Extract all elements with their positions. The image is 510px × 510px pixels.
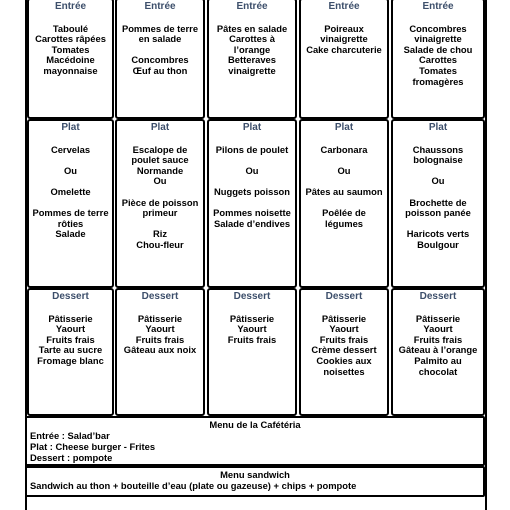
spacer (301, 13, 387, 24)
menu-item: Macédoine (46, 54, 95, 66)
menu-item: Ou (245, 164, 259, 176)
entree-header: Entrée (236, 1, 268, 12)
entree-items (393, 13, 483, 87)
dessert-cell (115, 288, 205, 416)
menu-item: Salade d’endives (213, 217, 291, 229)
menu-item: fromagères (412, 75, 464, 87)
dessert-header: Dessert (141, 291, 179, 302)
dessert-cell (207, 288, 297, 416)
menu-item: Nuggets poisson (213, 185, 291, 197)
menu-item: Boulgour (417, 238, 459, 250)
menu-item: Pâtisserie (229, 312, 275, 324)
menu-item: en salade (138, 33, 182, 45)
plat-items (301, 134, 387, 229)
menu-item: Taboulé (52, 22, 89, 34)
menu-item: Chaussons (412, 143, 464, 155)
plat-cell (391, 119, 485, 288)
plat-items (209, 134, 295, 229)
cafeteria-menu-box (25, 416, 485, 466)
spacer (393, 134, 483, 145)
menu-item: Pièce de poisson (121, 196, 199, 208)
menu-item: Pâtisserie (321, 312, 367, 324)
spacer (209, 134, 295, 145)
menu-item: Normande (136, 164, 184, 176)
sandwich-menu-line: Sandwich au thon + bouteille d’eau (plate ou gazeuse) + chips + pompote (30, 480, 357, 491)
dessert-items (301, 303, 387, 377)
spacer (117, 187, 203, 198)
menu-item: Palmito au (414, 354, 462, 366)
menu-item: bolognaise (413, 154, 463, 166)
spacer (301, 134, 387, 145)
menu-item: poisson panée (405, 207, 471, 219)
entree-cell (115, 0, 205, 119)
menu-item: Pâtisserie (415, 312, 461, 324)
menu-item: Tomates (419, 64, 457, 76)
dessert-items (209, 303, 295, 345)
menu-item: Pommes de terre (32, 207, 109, 219)
menu-item: Pommes de terre (121, 22, 199, 34)
menu-item: Concombres (131, 54, 189, 66)
menu-item: Yaourt (145, 323, 175, 335)
plat-cell (115, 119, 205, 288)
sandwich-menu-box (25, 466, 485, 497)
menu-item: Ou (337, 164, 351, 176)
spacer (393, 303, 483, 314)
menu-item: Pommes noisette (213, 207, 291, 219)
menu-item: vinaigrette (320, 33, 368, 45)
menu-item: Œuf au thon (132, 64, 188, 76)
menu-item: Poêlée de (322, 207, 366, 219)
menu-item: Concombres (409, 22, 467, 34)
spacer (117, 134, 203, 145)
menu-item: Cookies aux (316, 354, 372, 366)
menu-item: Yaourt (237, 323, 267, 335)
menu-item: vinaigrette (414, 33, 462, 45)
menu-item: Yaourt (55, 323, 86, 335)
dessert-header: Dessert (52, 291, 89, 302)
plat-header: Plat (150, 122, 170, 133)
entree-header: Entrée (144, 1, 176, 12)
menu-item: Fromage blanc (37, 354, 104, 366)
menu-item: chocolat (418, 365, 458, 377)
entree-cell (207, 0, 297, 119)
menu-item: Carottes à (229, 33, 275, 45)
menu-item: Ou (431, 175, 445, 187)
entree-header: Entrée (328, 1, 360, 12)
menu-item: Escalope de (132, 143, 188, 155)
menu-item: primeur (142, 207, 178, 219)
entree-header: Entrée (54, 1, 87, 12)
plat-cell (27, 119, 114, 288)
menu-item: Gâteau à l’orange (398, 344, 478, 356)
spacer (209, 13, 295, 24)
spacer (29, 303, 112, 314)
plat-items (117, 134, 203, 251)
dessert-cell (299, 288, 389, 416)
menu-item: Riz (152, 228, 168, 240)
menu-item: mayonnaise (43, 64, 98, 76)
plat-header: Plat (334, 122, 354, 133)
menu-item: Betteraves (228, 54, 276, 66)
dessert-items (117, 303, 203, 356)
dessert-header: Dessert (325, 291, 363, 302)
entree-cell (391, 0, 485, 119)
dessert-items (393, 303, 483, 377)
cafeteria-entree-line: Entrée : Salad’bar (30, 430, 110, 441)
dessert-cell (391, 288, 485, 416)
dessert-cell (27, 288, 114, 416)
menu-item: Tomates (51, 43, 90, 55)
menu-item: Pâtes au saumon (305, 185, 383, 197)
menu-item: Pâtes en salade (216, 22, 288, 34)
menu-item: Fruits frais (227, 333, 277, 345)
dessert-header: Dessert (419, 291, 457, 302)
menu-item: Omelette (50, 185, 91, 197)
spacer (393, 13, 483, 24)
entree-items (209, 13, 295, 77)
menu-item: Poireaux (324, 22, 364, 34)
entree-header: Entrée (422, 1, 454, 12)
spacer (301, 303, 387, 314)
entree-items (117, 13, 203, 77)
plat-items (393, 134, 483, 251)
entree-cell (299, 0, 389, 119)
plat-items (29, 134, 112, 240)
cafeteria-dessert-line: Dessert : pompote (30, 452, 113, 463)
menu-item: Pâtisserie (137, 312, 183, 324)
plat-header: Plat (428, 122, 448, 133)
menu-item: Fruits frais (46, 333, 95, 345)
menu-item: noisettes (323, 365, 365, 377)
menu-item: Pâtisserie (48, 312, 93, 324)
menu-item: Carottes râpées (35, 33, 106, 45)
menu-item: Ou (153, 175, 167, 187)
menu-item: Salade de chou (403, 43, 473, 55)
entree-items (301, 13, 387, 55)
menu-item: Crème dessert (311, 344, 377, 356)
spacer (117, 13, 203, 24)
menu-item: Yaourt (329, 323, 359, 335)
menu-item: rôties (57, 217, 84, 229)
menu-item: Pilons de poulet (215, 143, 289, 155)
spacer (209, 303, 295, 314)
spacer (29, 13, 112, 24)
menu-item: Carottes (418, 54, 458, 66)
menu-item: Cake charcuterie (306, 43, 382, 55)
menu-item: Fruits frais (135, 333, 185, 345)
menu-item: légumes (324, 217, 364, 229)
cafeteria-plat-line: Plat : Cheese burger - Frites (30, 441, 156, 452)
dessert-items (29, 303, 112, 367)
menu-item: Ou (63, 164, 78, 176)
plat-header: Plat (61, 122, 80, 133)
spacer (29, 134, 112, 145)
menu-item: Chou-fleur (136, 238, 184, 250)
entree-items (29, 13, 112, 77)
menu-item: poulet sauce (131, 154, 189, 166)
cafeteria-menu-title: Menu de la Cafétéria (209, 419, 301, 430)
menu-item: Cervelas (50, 143, 91, 155)
sandwich-menu-title: Menu sandwich (220, 469, 290, 480)
plat-cell (207, 119, 297, 288)
menu-item: vinaigrette (228, 64, 276, 76)
menu-item: Salade (55, 228, 86, 240)
spacer (117, 303, 203, 314)
menu-item: Fruits frais (413, 333, 463, 345)
frame-right-line (485, 0, 487, 510)
spacer (393, 187, 483, 198)
menu-item: l’orange (233, 43, 271, 55)
plat-cell (299, 119, 389, 288)
menu-item: Carbonara (320, 143, 368, 155)
entree-cell (27, 0, 114, 119)
menu-item: Haricots verts (406, 228, 470, 240)
menu-item: Gâteau aux noix (123, 344, 197, 356)
plat-header: Plat (242, 122, 262, 133)
menu-item: Brochette de (409, 196, 467, 208)
menu-item: Tarte au sucre (38, 344, 103, 356)
menu-item: Fruits frais (319, 333, 369, 345)
menu-item: Yaourt (423, 323, 453, 335)
dessert-header: Dessert (233, 291, 271, 302)
